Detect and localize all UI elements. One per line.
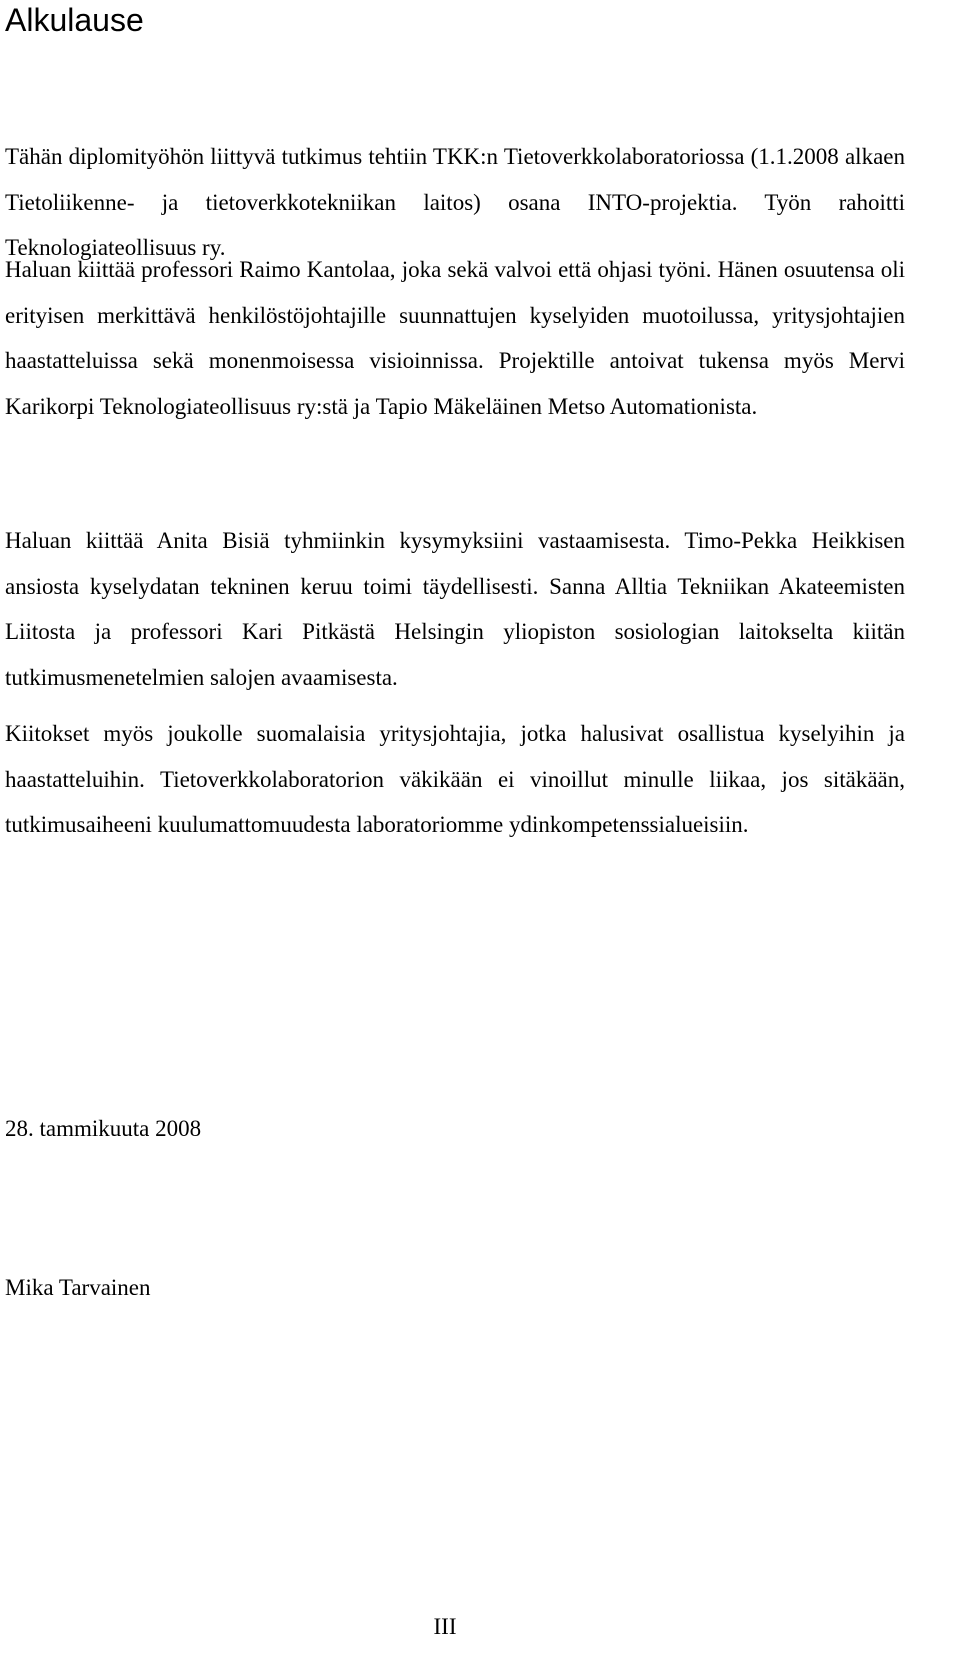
page-heading: Alkulause bbox=[5, 2, 144, 38]
paragraph-participant-thanks: Kiitokset myös joukolle suomalaisia yritysjohtajia, jotka halusivat osallistua kyselyihin ja haastatteluihin. Tietoverkkolaboratorion väkikään ei vinoillut minulle liikaa, jos sitäkään, tutkimusaiheeni kuulumattomuudesta laboratoriomme ydinkompetenssialueisiin. bbox=[5, 721, 905, 838]
paragraph-supervisor-thanks: Haluan kiittää professori Raimo Kantolaa, joka sekä valvoi että ohjasi työni. Hänen osuutensa oli erityisen merkittävä henkilöstöjohtajille suunnattujen kyselyiden muotoilussa, yritysjohtajien haastatteluissa sekä monenmoisessa visioinnissa. Projektille antoivat tukensa myös Mervi Karikorpi Teknologiateollisuus ry:stä ja Tapio Mäkeläinen Metso Automationista. bbox=[5, 257, 905, 419]
author-name: Mika Tarvainen bbox=[5, 1275, 151, 1300]
paragraph-research-context: Tähän diplomityöhön liittyvä tutkimus tehtiin TKK:n Tietoverkkolaboratoriossa (1.1.2008 alkaen Tietoliikenne- ja tietoverkkotekniikan laitos) osana INTO-projektia. Työn rahoitti Teknologiateollisuus ry. bbox=[5, 144, 905, 261]
paragraph-colleague-thanks: Haluan kiittää Anita Bisiä tyhmiinkin kysymyksiini vastaamisesta. Timo-Pekka Heikkisen ansiosta kyselydatan tekninen keruu toimi täydellisesti. Sanna Alltia Tekniikan Akateemisten Liitosta ja professori Kari Pitkästä Helsingin yliopiston sosiologian laitokselta kiitän tutkimusmenetelmien salojen avaamisesta. bbox=[5, 528, 905, 690]
signature-date: 28. tammikuuta 2008 bbox=[5, 1116, 202, 1141]
page-number: III bbox=[433, 1614, 457, 1639]
